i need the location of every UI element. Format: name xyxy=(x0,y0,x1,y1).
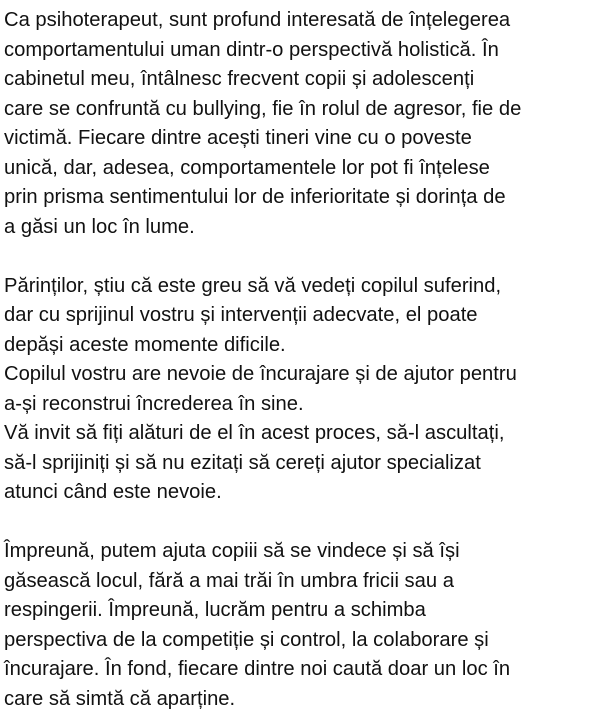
text-line: Copilul vostru are nevoie de încurajare și de ajutor pentru xyxy=(4,360,594,390)
text-line: depăși aceste momente dificile. xyxy=(4,331,594,361)
text-line: încurajare. În fond, fiecare dintre noi caută doar un loc în xyxy=(4,655,594,685)
text-line: a-și reconstrui încrederea în sine. xyxy=(4,390,594,420)
text-line: găsească locul, fără a mai trăi în umbra fricii sau a xyxy=(4,567,594,597)
text-line: Părinților, știu că este greu să vă vedeți copilul suferind, xyxy=(4,272,594,302)
text-line: Vă invit să fiți alături de el în acest proces, să-l ascultați, xyxy=(4,419,594,449)
text-line: care se confruntă cu bullying, fie în rolul de agresor, fie de xyxy=(4,95,594,125)
text-line: unică, dar, adesea, comportamentele lor pot fi înțelese xyxy=(4,154,594,184)
text-line: Ca psihoterapeut, sunt profund interesată de înțelegerea xyxy=(4,6,594,36)
paragraph-1 xyxy=(4,6,594,242)
text-line: care să simtă că aparține. xyxy=(4,685,594,714)
text-line: perspectiva de la competiție și control, la colaborare și xyxy=(4,626,594,656)
text-line: atunci când este nevoie. xyxy=(4,478,594,508)
text-line: cabinetul meu, întâlnesc frecvent copii și adolescenți xyxy=(4,65,594,95)
text-line: a găsi un loc în lume. xyxy=(4,213,594,243)
paragraph-3 xyxy=(4,537,594,714)
text-line: dar cu sprijinul vostru și intervenții adecvate, el poate xyxy=(4,301,594,331)
text-line: Împreună, putem ajuta copiii să se vindece și să își xyxy=(4,537,594,567)
text-line: victimă. Fiecare dintre acești tineri vine cu o poveste xyxy=(4,124,594,154)
paragraph-2 xyxy=(4,272,594,508)
text-line: prin prisma sentimentului lor de inferioritate și dorința de xyxy=(4,183,594,213)
text-line: comportamentului uman dintr-o perspectivă holistică. În xyxy=(4,36,594,66)
text-line: să-l sprijiniți și să nu ezitați să cereți ajutor specializat xyxy=(4,449,594,479)
text-line: respingerii. Împreună, lucrăm pentru a schimba xyxy=(4,596,594,626)
document-body xyxy=(4,6,594,714)
